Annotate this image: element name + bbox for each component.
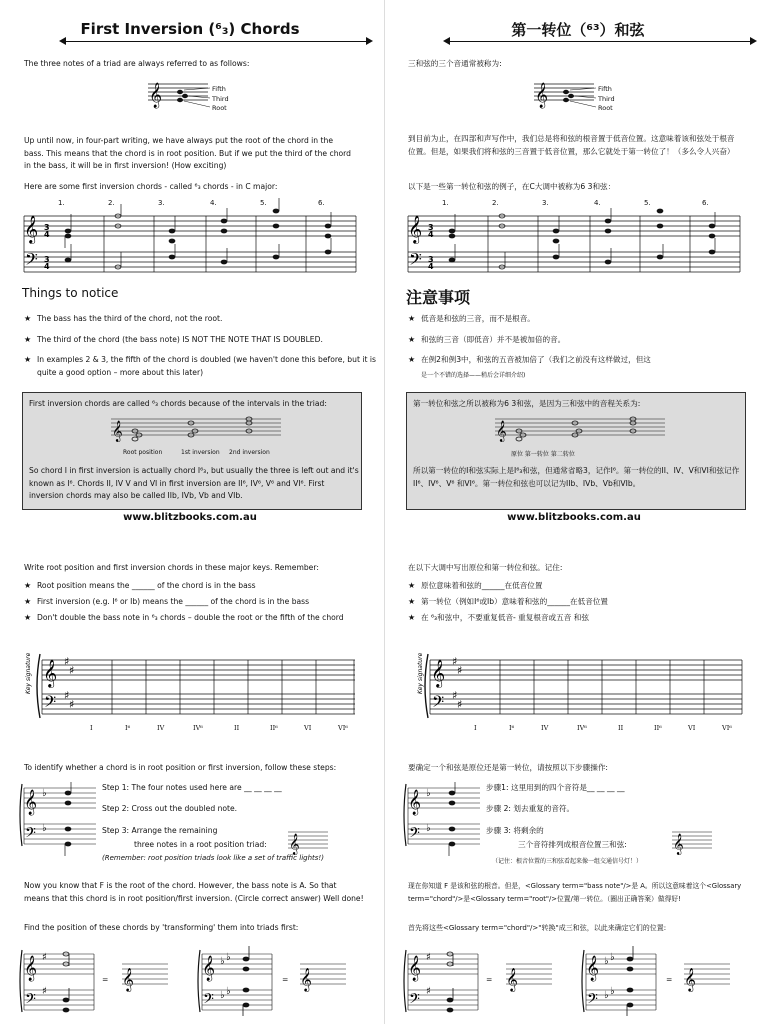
roman-numeral: II⁶ <box>270 724 278 732</box>
step-3a: Step 3: Arrange the remaining <box>102 826 218 835</box>
roman-numeral: IV⁶ <box>193 724 203 732</box>
svg-text:3: 3 <box>44 255 50 264</box>
chord-number: 3. <box>542 199 549 207</box>
task-item: ★ Root position means the ______ of the chord is in the bass <box>24 580 377 593</box>
svg-text:♯: ♯ <box>42 952 47 963</box>
chord-number: 5. <box>260 199 267 207</box>
notice-item: ★ 在例2和例3中，和弦的五音被加倍了（我们之前没有这样做过，但这 <box>408 354 761 367</box>
roman-numeral: VI⁶ <box>338 724 348 732</box>
step-1-zh: 步骤1: 这里用到的四个音符是__ __ __ __ <box>486 783 625 792</box>
roman-numeral: II <box>618 724 624 732</box>
step-note: (Remember: root position triads look like a set of traffic lights!) <box>102 854 324 862</box>
step-1: Step 1: The four notes used here are __ __ __ __ <box>102 783 282 792</box>
svg-text:♯: ♯ <box>452 655 458 668</box>
equals-sign: = <box>102 975 109 984</box>
chord-number: 6. <box>702 199 709 207</box>
svg-text:♯: ♯ <box>69 698 75 711</box>
svg-text:𝄢: 𝄢 <box>25 991 36 1011</box>
svg-text:𝄢: 𝄢 <box>409 249 422 273</box>
svg-text:♭: ♭ <box>426 823 431 834</box>
box-labels-zh: 原位 第一转位 第二转位 <box>511 451 575 458</box>
grand-staff-examples <box>20 208 360 276</box>
answer-staff[interactable] <box>288 826 328 856</box>
roman-numeral: I <box>474 724 477 732</box>
chord-number: 2. <box>492 199 499 207</box>
svg-text:4: 4 <box>428 262 434 271</box>
treble-clef-icon: 𝄞 <box>149 83 163 108</box>
svg-text:𝄞: 𝄞 <box>496 421 507 442</box>
roman-numeral: IV <box>541 724 549 732</box>
step-2: Step 2: Cross out the doubled note. <box>102 804 238 813</box>
info-box <box>22 392 362 510</box>
step-3a-zh: 步骤 3: 将剩余的 <box>486 826 544 835</box>
paragraph-1-zh: 到目前为止，在四部和声写作中，我们总是将和弦的根音置于低音位置。这意味着该和弦处于根音位置。但是，如果我们将和弦的三音置于低音位置，那么它就处于第一转位了！（多么令人兴奋） <box>408 134 735 156</box>
svg-text:♯: ♯ <box>457 664 463 677</box>
identify-example-staff <box>402 780 482 850</box>
roman-numeral: VI <box>688 724 696 732</box>
notice-item: ★ 和弦的三音（即低音）并不是被加倍的音。 <box>408 334 761 347</box>
paragraph-2-zh: 以下是一些第一转位和弦的例子，在C大调中被称为6 3和弦： <box>408 182 616 191</box>
notice-item: ★ 低音是和弦的三音，而不是根音。 <box>408 313 761 326</box>
chord-number: 4. <box>594 199 601 207</box>
svg-text:𝄢: 𝄢 <box>25 825 36 845</box>
svg-text:3: 3 <box>428 255 434 264</box>
svg-text:Key signature: Key signature <box>417 652 424 694</box>
paragraph-1: Up until now, in four-part writing, we have always put the root of the chord in the bass. This means that the chord is in root position. But if we put the third of the chord in the bass, it will be in first inversion! (How exciting) <box>24 136 351 170</box>
svg-text:♭: ♭ <box>610 952 615 963</box>
svg-text:♯: ♯ <box>42 986 47 997</box>
answer-staff[interactable] <box>672 826 712 856</box>
step-3b: three notes in a root position triad: <box>134 840 267 849</box>
box-text: So chord I in first inversion is actually chord I⁶₃, but usually the three is left out and it's known as I⁶. Chords II, IV V and VI in first inversion are II⁶, IV⁶, V⁶ and VI⁶. First inversion chords may also be called IIb, IVb, Vb and VIb. <box>29 466 359 500</box>
svg-text:𝄞: 𝄞 <box>431 659 446 687</box>
paragraph-f-zh: 现在你知道 F 是该和弦的根音。但是，<Glossary term="bass note"/>是 A。所以这意味着这个<Glossary term="chord"/>是<Glossary term="root"/>位置/第一转位。（圈出正确答案）做得好! <box>408 882 742 903</box>
svg-text:𝄢: 𝄢 <box>587 991 598 1011</box>
website-url[interactable]: www.blitzbooks.com.au <box>507 512 641 523</box>
chord-number: 3. <box>158 199 165 207</box>
task-intro: Write root position and first inversion chords in these major keys. Remember: <box>24 563 319 572</box>
grand-staff-examples <box>404 208 744 276</box>
title-underline-arrow <box>450 41 750 42</box>
label-third: Third <box>598 95 615 103</box>
svg-text:4: 4 <box>44 262 50 271</box>
svg-text:♭: ♭ <box>42 788 47 799</box>
box-label: 1st inversion <box>181 449 220 456</box>
svg-text:𝄞: 𝄞 <box>112 421 123 442</box>
task-item: ★ 原位意味着和弦的______在低音位置 <box>408 580 761 593</box>
roman-numeral: VI⁶ <box>722 724 732 732</box>
website-url[interactable]: www.blitzbooks.com.au <box>123 512 257 523</box>
label-root: Root <box>212 104 227 112</box>
task-intro-zh: 在以下大调中写出原位和第一转位和弦。记住: <box>408 563 563 572</box>
paragraph-2: Here are some first inversion chords - called ⁶₃ chords - in C major: <box>24 182 278 191</box>
find-instruction: Find the position of these chords by 'transforming' them into triads first: <box>24 923 299 932</box>
svg-text:♯: ♯ <box>426 986 431 997</box>
notice-small-note: 是一个不错的选择——稍后会详细介绍) <box>421 372 526 379</box>
treble-clef-icon: 𝄞 <box>24 215 39 243</box>
svg-text:♯: ♯ <box>452 689 458 702</box>
svg-text:𝄞: 𝄞 <box>535 83 549 108</box>
label-root: Root <box>598 104 613 112</box>
svg-text:𝄞: 𝄞 <box>202 956 216 981</box>
box-heading: First inversion chords are called ⁶₃ chords because of the intervals in the triad: <box>29 399 327 408</box>
svg-text:𝄞: 𝄞 <box>43 659 58 687</box>
roman-numeral: IV⁶ <box>577 724 587 732</box>
svg-text:♭: ♭ <box>226 986 231 997</box>
transform-exercise-2[interactable] <box>196 946 366 1016</box>
transform-exercise-2[interactable] <box>580 946 750 1016</box>
equals-sign: = <box>486 975 493 984</box>
title-underline-arrow <box>66 41 366 42</box>
roman-numeral: I <box>90 724 93 732</box>
equals-sign: = <box>282 975 289 984</box>
svg-text:♭: ♭ <box>426 788 431 799</box>
chord-number: 5. <box>644 199 651 207</box>
svg-text:♯: ♯ <box>64 655 70 668</box>
chord-number: 6. <box>318 199 325 207</box>
label-fifth: Fifth <box>598 85 612 93</box>
box-text-zh: 所以第一转位的I和弦实际上是I⁶₃和弦，但通常省略3，记作I⁶。第一转位的II、IV、V和VI和弦记作II⁶、IV⁶、V⁶ 和VI⁶。第一转位和弦也可以记为IIb、IVb、Vb和VIb。 <box>413 466 740 488</box>
notice-title-zh: 注意事项 <box>406 288 471 307</box>
svg-text:♯: ♯ <box>64 689 70 702</box>
find-instruction-zh: 首先将这些<Glossary term="chord"/>"转换"成三和弦，以此来确定它们的位置: <box>408 924 667 932</box>
svg-text:3: 3 <box>44 223 50 232</box>
step-2-zh: 步骤 2: 划去重复的音符。 <box>486 804 575 813</box>
roman-numeral: II <box>234 724 240 732</box>
box-label: Root position <box>123 449 163 456</box>
label-fifth: Fifth <box>212 85 226 93</box>
notice-item: ★ In examples 2 & 3, the fifth of the chord is doubled (we haven't done this before, but it is quite a good option – more about this later) <box>24 354 377 379</box>
info-box <box>406 392 746 510</box>
interval-staff <box>111 415 281 445</box>
notice-item: ★ The third of the chord (the bass note) IS NOT THE NOTE THAT IS DOUBLED. <box>24 334 377 347</box>
svg-text:♯: ♯ <box>69 664 75 677</box>
svg-text:𝄞: 𝄞 <box>24 790 38 815</box>
svg-text:3: 3 <box>428 223 434 232</box>
task-item: ★ 第一转位（例如I⁶或Ib）意味着和弦的______在低音位置 <box>408 596 761 609</box>
svg-text:𝄞: 𝄞 <box>289 834 300 855</box>
chord-number: 1. <box>442 199 449 207</box>
bass-clef-icon: 𝄢 <box>25 249 38 273</box>
svg-text:♭: ♭ <box>220 956 225 967</box>
interval-staff <box>495 415 665 445</box>
intro-text-zh: 三和弦的三个音通常被称为: <box>408 59 502 68</box>
equals-sign: = <box>666 975 673 984</box>
step-note-zh: （记住：根音位置的三和弦看起来像一组交通信号灯！） <box>492 858 643 865</box>
svg-text:♭: ♭ <box>42 823 47 834</box>
task-item: ★ First inversion (e.g. I⁶ or Ib) means the ______ of the chord is in the bass <box>24 596 377 609</box>
svg-text:♭: ♭ <box>604 990 609 1001</box>
label-third: Third <box>212 95 229 103</box>
svg-text:𝄢: 𝄢 <box>44 693 57 715</box>
identify-intro: To identify whether a chord is in root position or first inversion, follow these steps: <box>24 763 337 772</box>
svg-text:𝄢: 𝄢 <box>432 693 445 715</box>
svg-text:𝄞: 𝄞 <box>122 967 134 991</box>
svg-text:𝄞: 𝄞 <box>24 956 38 981</box>
roman-numeral: VI <box>304 724 312 732</box>
roman-numeral: I⁶ <box>125 724 131 732</box>
svg-text:𝄢: 𝄢 <box>203 991 214 1011</box>
svg-text:4: 4 <box>44 230 50 239</box>
roman-numeral: II⁶ <box>654 724 662 732</box>
page-title-zh: 第一转位（⁶³）和弦 <box>511 21 645 39</box>
chord-number: 2. <box>108 199 115 207</box>
svg-text:♯: ♯ <box>457 698 463 711</box>
svg-text:𝄞: 𝄞 <box>684 967 696 991</box>
roman-numeral: IV <box>157 724 165 732</box>
svg-text:♭: ♭ <box>604 956 609 967</box>
chord-number: 1. <box>58 199 65 207</box>
svg-text:𝄢: 𝄢 <box>409 991 420 1011</box>
svg-text:𝄞: 𝄞 <box>506 967 518 991</box>
english-column <box>0 0 380 1024</box>
svg-text:𝄞: 𝄞 <box>300 967 312 991</box>
svg-text:♯: ♯ <box>426 952 431 963</box>
identify-example-staff <box>18 780 98 850</box>
svg-text:♭: ♭ <box>226 952 231 963</box>
box-label: 2nd inversion <box>229 449 270 456</box>
svg-text:𝄞: 𝄞 <box>408 956 422 981</box>
notice-item: ★ The bass has the third of the chord, not the root. <box>24 313 377 326</box>
step-3b-zh: 三个音符排列成根音位置三和弦: <box>518 840 627 849</box>
identify-intro-zh: 要确定一个和弦是原位还是第一转位，请按照以下步骤操作: <box>408 763 608 772</box>
svg-text:𝄞: 𝄞 <box>408 790 422 815</box>
svg-text:♭: ♭ <box>220 990 225 1001</box>
notice-title: Things to notice <box>22 286 119 300</box>
svg-text:𝄞: 𝄞 <box>408 215 423 243</box>
exercise-staff[interactable] <box>10 652 360 720</box>
svg-text:𝄢: 𝄢 <box>409 825 420 845</box>
exercise-staff[interactable] <box>402 652 752 720</box>
chord-number: 4. <box>210 199 217 207</box>
page-title: First Inversion (⁶₃) Chords <box>80 20 300 38</box>
svg-text:𝄞: 𝄞 <box>586 956 600 981</box>
box-heading-zh: 第一转位和弦之所以被称为6 3和弦，是因为三和弦中的音程关系为: <box>413 399 641 408</box>
roman-numeral: I⁶ <box>509 724 515 732</box>
svg-text:Key signature: Key signature <box>25 652 32 694</box>
svg-text:4: 4 <box>428 230 434 239</box>
chinese-column <box>388 0 768 1024</box>
paragraph-f: Now you know that F is the root of the chord. However, the bass note is A. So that means that this chord is in root position/first inversion. (Circle correct answer) Well done! <box>24 881 364 903</box>
task-item: ★ 在 ⁶₃和弦中，不要重复低音- 重复根音或五音 和弦 <box>408 612 621 625</box>
svg-text:♭: ♭ <box>610 986 615 997</box>
intro-text: The three notes of a triad are always referred to as follows: <box>24 59 250 68</box>
svg-text:𝄞: 𝄞 <box>673 834 684 855</box>
task-item: ★ Don't double the bass note in ⁶₃ chords – double the root or the fifth of the chord <box>24 612 357 625</box>
